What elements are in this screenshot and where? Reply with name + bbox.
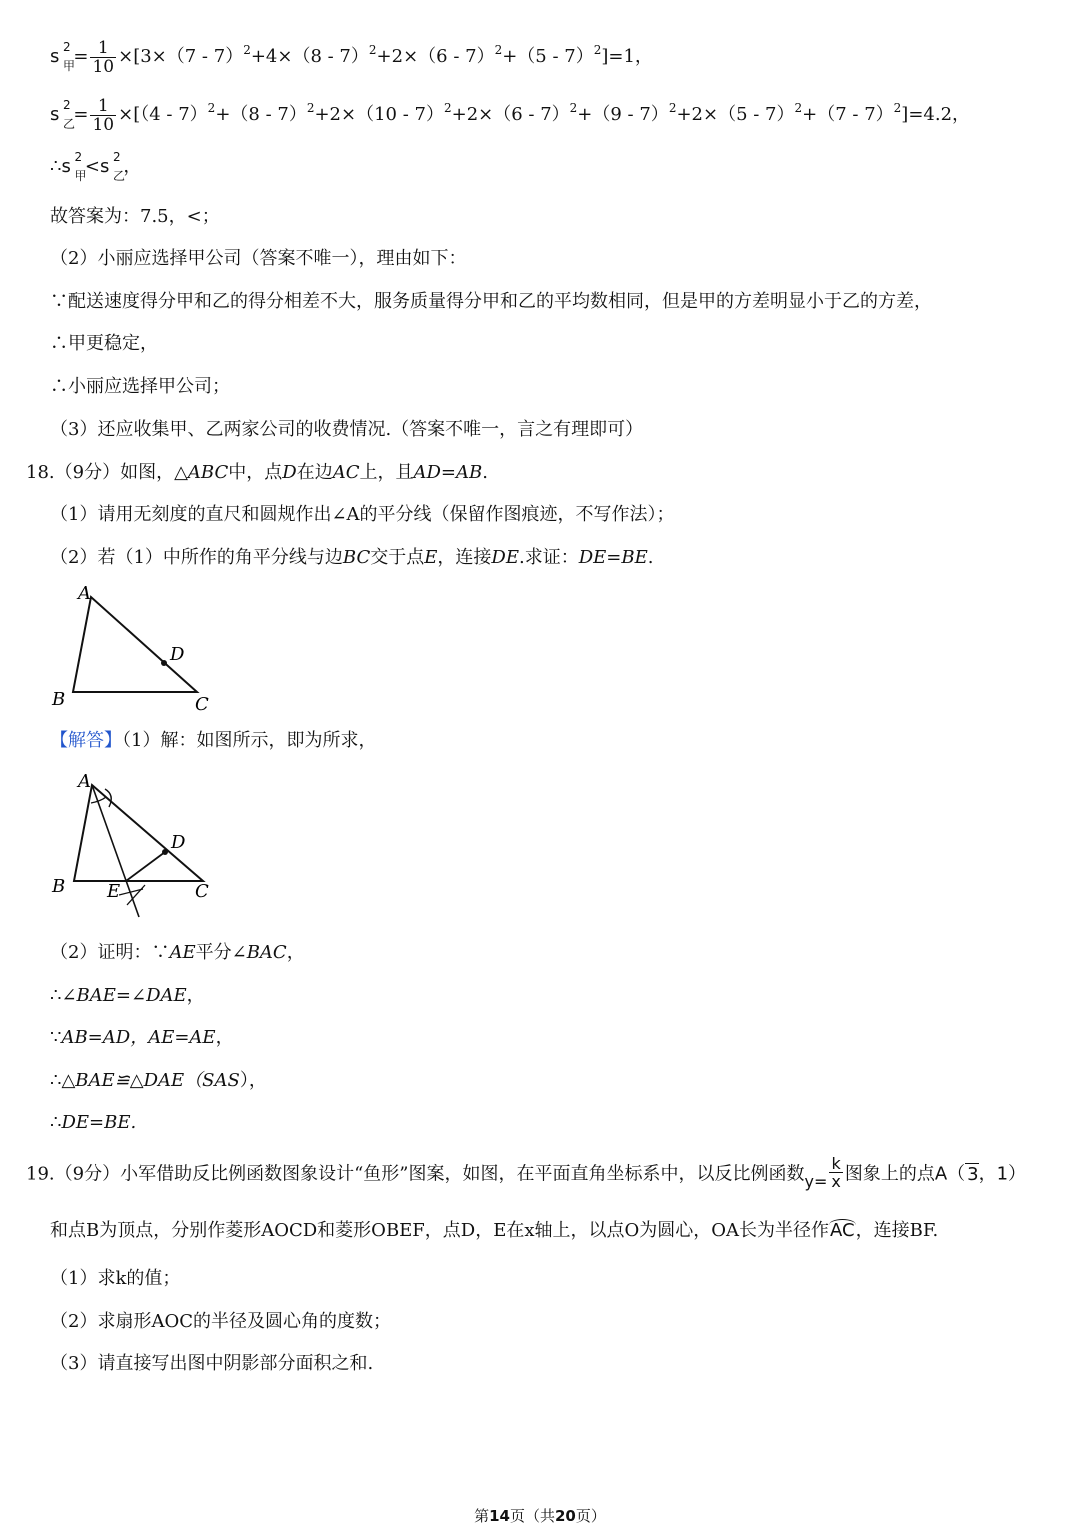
segment-de	[126, 852, 165, 881]
label-b: B	[52, 689, 66, 710]
reason-line-2: ∴甲更稳定，	[50, 333, 158, 354]
q19-stem-line-2: 和点B为顶点，分别作菱形AOCD和菱形OBEF，点D，E在x轴上，以点O为圆心，OA长为半径作AC，连接BF.	[50, 1220, 939, 1241]
q17-part3: （3）还应收集甲、乙两家公司的收费情况.（答案不唯一，言之有理即可）	[50, 419, 644, 440]
answer-line: 故答案为：7.5，<；	[50, 206, 220, 227]
q19-part1: （1）求k的值；	[50, 1268, 181, 1289]
proof-line-2: ∴∠BAE=∠DAE，	[50, 985, 205, 1006]
s-jia-symbol: s 2 甲	[50, 40, 76, 73]
solution-line-1: 【解答】（1）解：如图所示，即为所求，	[50, 730, 377, 751]
q18-stem: 18.（9分）如图，△ABC中，点D在边AC上，且AD=AB.	[26, 462, 488, 483]
s-yi-symbol: s 2 乙	[50, 98, 76, 131]
triangle-figure-2	[45, 765, 225, 925]
s-jia-symbol: s 2 甲	[61, 150, 87, 183]
answer-tag: 【解答】	[50, 730, 122, 751]
variance-yi-formula: s 2 乙 = $\frac{1}{10}$ ×[（4 - 7）$^2$+（8 - 7）$^2$+2×（10 - 7）$^2$+2×（6 - 7）$^2$+（9 - 7）$^2$+2×（5 - 7）$^2$+（7 - 7）$^2$]=4.2，	[50, 95, 971, 135]
fraction-1-10: $\frac{1}{10}$	[92, 37, 115, 77]
q19-part3: （3）请直接写出图中阴影部分面积之和.	[50, 1353, 374, 1374]
variance-jia-formula: s 2 甲 = $\frac{1}{10}$ ×[3×（7 - 7）$^2$+4×（8 - 7）$^2$+2×（6 - 7）$^2$+（5 - 7）$^2$]=1，	[50, 37, 653, 77]
triangle-figure-1	[45, 580, 225, 715]
q19-part2: （2）求扇形AOC的半径及圆心角的度数；	[50, 1311, 391, 1332]
function-y-k-over-x: y= $\frac{k}{x}$	[804, 1154, 841, 1191]
label-c: C	[195, 694, 209, 715]
proof-line-4: ∴△BAE≌△DAE（SAS），	[50, 1070, 267, 1091]
q18-part1: （1）请用无刻度的直尺和圆规作出∠A的平分线（保留作图痕迹，不写作法）；	[50, 504, 675, 525]
label-b: B	[52, 876, 66, 897]
label-a: A	[78, 771, 91, 792]
q17-part2: （2）小丽应选择甲公司（答案不唯一），理由如下：	[50, 248, 467, 269]
proof-line-5: ∴DE=BE.	[50, 1112, 137, 1133]
label-d: D	[171, 832, 186, 853]
fraction-1-10: $\frac{1}{10}$	[92, 95, 115, 135]
q19-stem-line-1: 19.（9分）小军借助反比例函数图象设计“鱼形”图案，如图，在平面直角坐标系中，以反比例函数y= $\frac{k}{x}$ 图象上的点A（ 3，1）	[26, 1155, 1026, 1194]
point-a-coords: A（ 3，1）	[934, 1163, 1027, 1185]
proof-line-3: ∵AB=AD，AE=AE，	[50, 1027, 234, 1048]
q18-part2: （2）若（1）中所作的角平分线与边BC交于点E，连接DE.求证：DE=BE.	[50, 547, 654, 568]
point-d	[161, 660, 167, 666]
page-footer: 第14页（共20页）	[474, 1507, 606, 1525]
label-e: E	[107, 881, 121, 902]
label-c: C	[195, 881, 209, 902]
label-a: A	[78, 583, 91, 604]
variance-compare: ∴s 2 甲 <s 2 乙 ，	[50, 150, 142, 183]
point-d	[162, 849, 168, 855]
proof-line-1: （2）证明：∵AE平分∠BAC，	[50, 942, 305, 963]
reason-line-1: ∵配送速度得分甲和乙的得分相差不大，服务质量得分甲和乙的平均数相同，但是甲的方差明显小于乙的方差，	[50, 291, 932, 312]
label-d: D	[170, 644, 185, 665]
reason-line-3: ∴小丽应选择甲公司；	[50, 376, 230, 397]
construction-mark-2	[127, 885, 145, 905]
arc-ac: AC	[830, 1220, 855, 1241]
s-yi-symbol: s 2 乙	[99, 150, 125, 183]
